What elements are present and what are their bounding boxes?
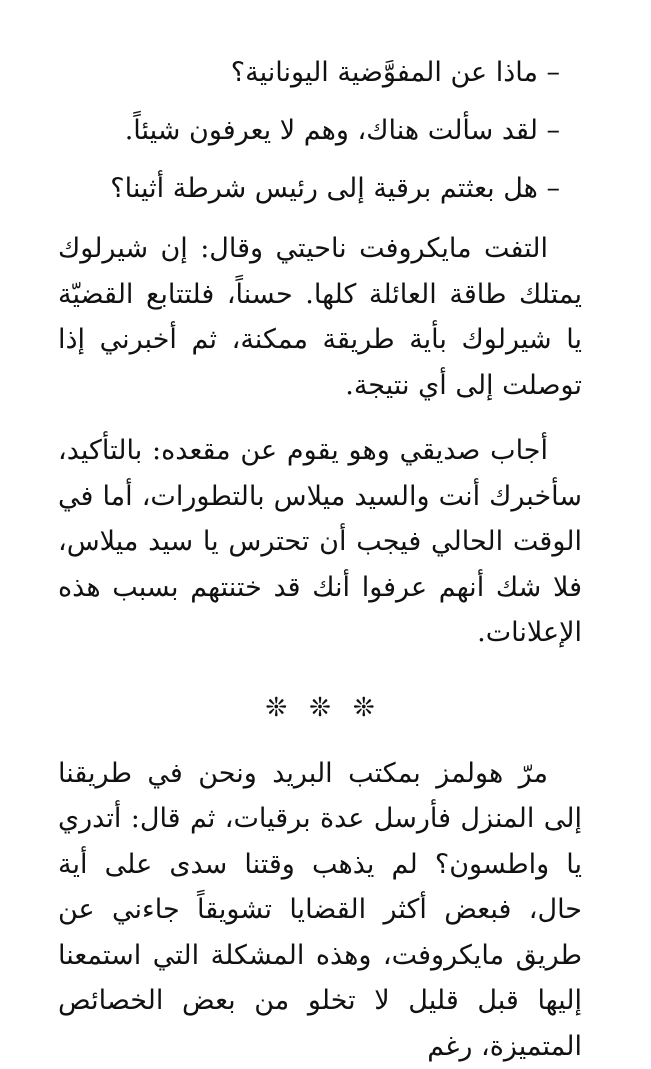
paragraph-reply: أجاب صديقي وهو يقوم عن مقعده: بالتأكيد، سأخبرك أنت والسيد ميلاس بالتطورات، أما في الوقت الحالي فيجب أن تحترس يا سيد ميلاس، فلا شك أنهم عرفوا أنك قد ختنتهم بسبب هذه الإعلانات. (58, 428, 582, 656)
paragraph-post-office: مرّ هولمز بمكتب البريد ونحن في طريقنا إلى المنزل فأرسل عدة برقيات، ثم قال: أتدري يا واطسون؟ لم يذهب وقتنا سدى على أية حال، فبعض أكثر القضايا تشويقاً جاءني عن طريق مايكروفت، وهذه المشكلة التي استمعنا إليها قبل قليل لا تخلو من بعض الخصائص المتميزة، رغم (58, 751, 582, 1069)
paragraph-mycroft: التفت مايكروفت ناحيتي وقال: إن شيرلوك يمتلك طاقة العائلة كلها. حسناً، فلتتابع القضيّة يا شيرلوك بأية طريقة ممكنة، ثم أخبرني إذا توصلت إلى أي نتيجة. (58, 226, 582, 408)
dialogue-line: – هل بعثتم برقية إلى رئيس شرطة أثينا؟ (58, 160, 582, 218)
book-page (0, 44, 651, 1044)
dialogue-line: – ماذا عن المفوَّضية اليونانية؟ (58, 44, 582, 102)
section-break: ❊❊❊ (58, 693, 582, 723)
dialogue-line: – لقد سألت هناك، وهم لا يعرفون شيئاً. (58, 102, 582, 160)
